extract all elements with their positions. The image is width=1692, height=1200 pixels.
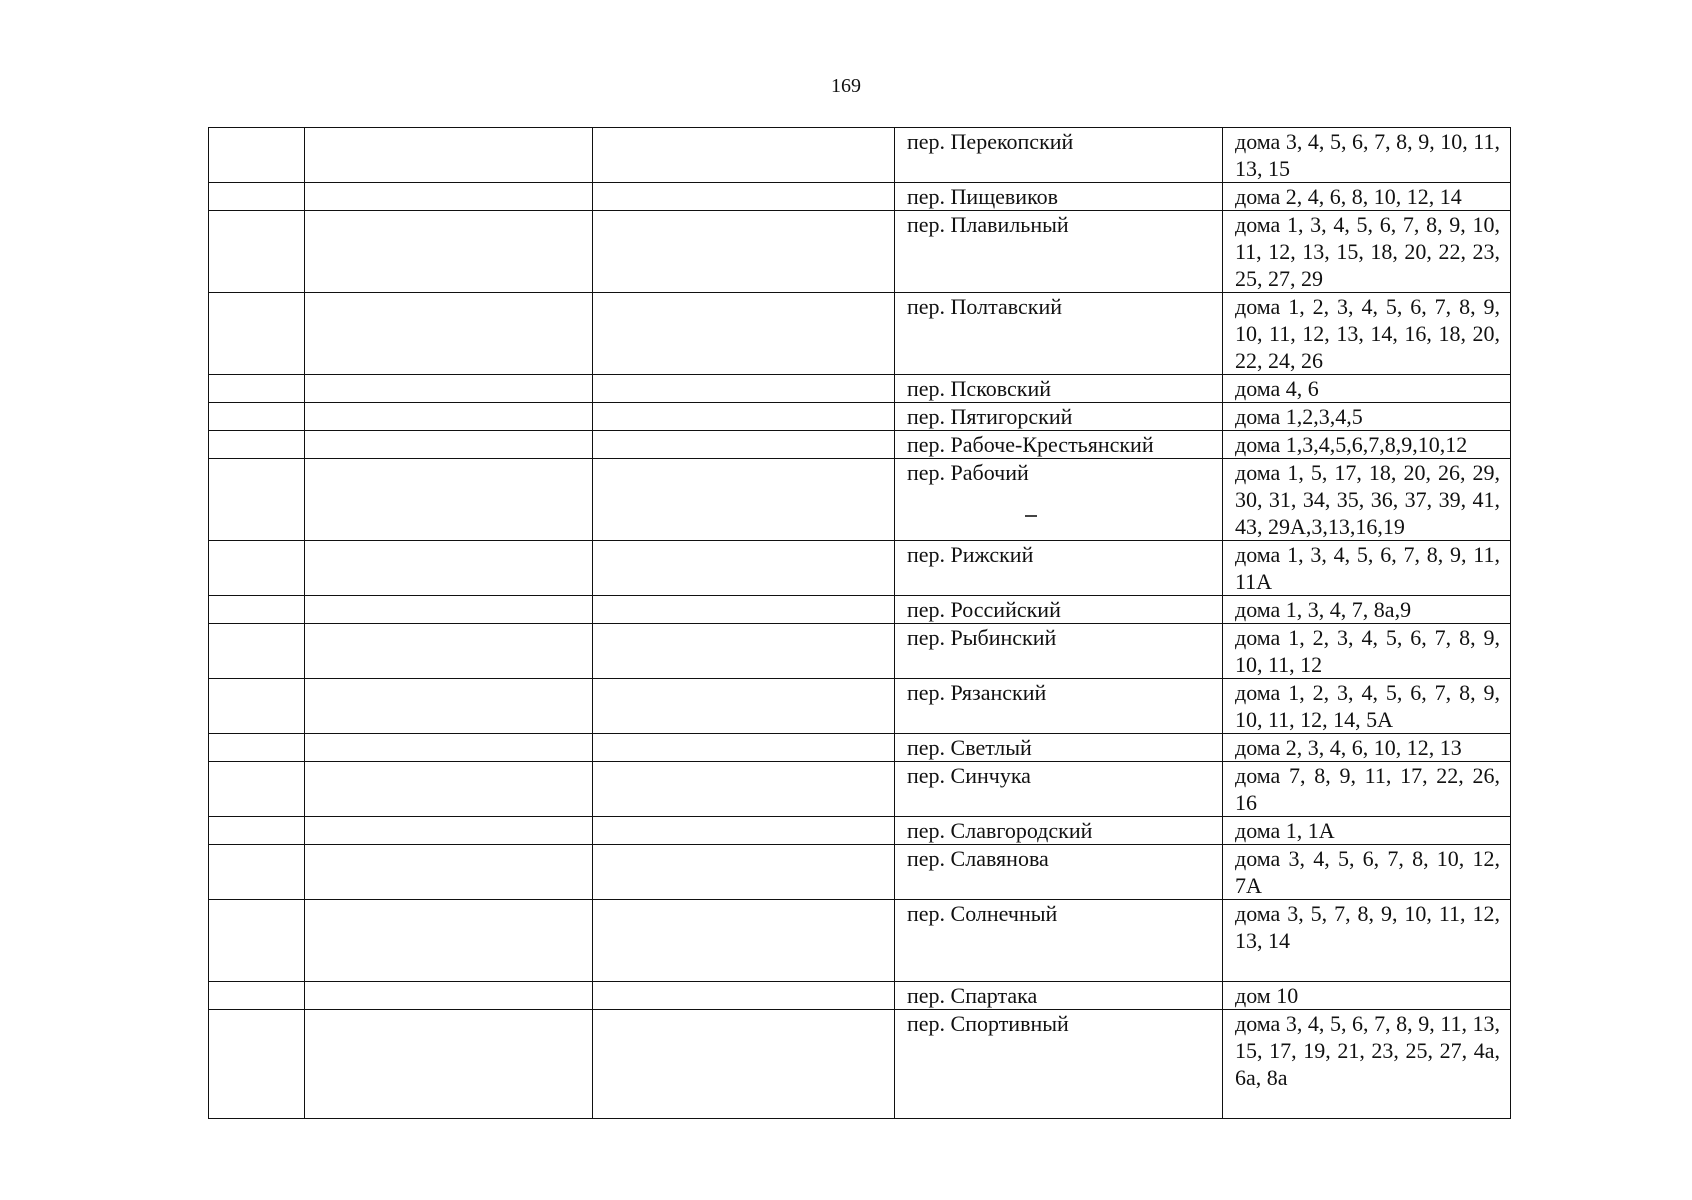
num-cell [209, 900, 305, 982]
houses-cell: дома 1,3,4,5,6,7,8,9,10,12 [1223, 431, 1511, 459]
district-cell [305, 541, 593, 596]
street-cell: пер. Пятигорский [895, 403, 1223, 431]
houses-cell: дома 1, 2, 3, 4, 5, 6, 7, 8, 9, 10, 11, 12, 13, 14, 16, 18, 20, 22, 24, 26 [1223, 293, 1511, 375]
houses-cell: дома 2, 3, 4, 6, 10, 12, 13 [1223, 734, 1511, 762]
table-row [209, 211, 1511, 293]
street-cell: пер. Спартака [895, 982, 1223, 1010]
locality-cell [593, 431, 895, 459]
district-cell [305, 211, 593, 293]
stray-dash-mark [1025, 515, 1037, 517]
locality-cell [593, 293, 895, 375]
num-cell [209, 762, 305, 817]
table-row [209, 762, 1511, 817]
table-row [209, 679, 1511, 734]
locality-cell [593, 459, 895, 541]
table-row [209, 431, 1511, 459]
houses-cell: дома 1, 5, 17, 18, 20, 26, 29, 30, 31, 34, 35, 36, 37, 39, 41, 43, 29А,3,13,16,19 [1223, 459, 1511, 541]
num-cell [209, 624, 305, 679]
houses-cell: дом 10 [1223, 982, 1511, 1010]
street-cell: пер. Российский [895, 596, 1223, 624]
street-cell: пер. Славянова [895, 845, 1223, 900]
street-cell: пер. Солнечный [895, 900, 1223, 982]
num-cell [209, 541, 305, 596]
locality-cell [593, 817, 895, 845]
num-cell [209, 211, 305, 293]
houses-cell: дома 2, 4, 6, 8, 10, 12, 14 [1223, 183, 1511, 211]
district-cell [305, 900, 593, 982]
district-cell [305, 293, 593, 375]
houses-cell: дома 1, 2, 3, 4, 5, 6, 7, 8, 9, 10, 11, 12 [1223, 624, 1511, 679]
houses-cell: дома 1, 3, 4, 5, 6, 7, 8, 9, 11, 11А [1223, 541, 1511, 596]
street-cell: пер. Плавильный [895, 211, 1223, 293]
district-cell [305, 845, 593, 900]
houses-cell: дома 3, 5, 7, 8, 9, 10, 11, 12, 13, 14 [1223, 900, 1511, 982]
district-cell [305, 982, 593, 1010]
street-cell: пер. Славгородский [895, 817, 1223, 845]
num-cell [209, 734, 305, 762]
num-cell [209, 128, 305, 183]
num-cell [209, 679, 305, 734]
table-row [209, 183, 1511, 211]
houses-cell: дома 4, 6 [1223, 375, 1511, 403]
page-number: 169 [831, 75, 861, 97]
locality-cell [593, 982, 895, 1010]
num-cell [209, 431, 305, 459]
houses-cell: дома 3, 4, 5, 6, 7, 8, 10, 12, 7А [1223, 845, 1511, 900]
num-cell [209, 845, 305, 900]
table-row [209, 817, 1511, 845]
num-cell [209, 459, 305, 541]
num-cell [209, 375, 305, 403]
street-cell: пер. Псковский [895, 375, 1223, 403]
district-cell [305, 762, 593, 817]
num-cell [209, 1010, 305, 1119]
district-cell [305, 624, 593, 679]
street-cell: пер. Рабоче-Крестьянский [895, 431, 1223, 459]
street-cell: пер. Рыбинский [895, 624, 1223, 679]
table-row [209, 624, 1511, 679]
district-cell [305, 128, 593, 183]
locality-cell [593, 128, 895, 183]
locality-cell [593, 183, 895, 211]
table-row [209, 845, 1511, 900]
locality-cell [593, 734, 895, 762]
locality-cell [593, 624, 895, 679]
num-cell [209, 403, 305, 431]
table-row [209, 293, 1511, 375]
houses-cell: дома 3, 4, 5, 6, 7, 8, 9, 11, 13, 15, 17, 19, 21, 23, 25, 27, 4а, 6а, 8а [1223, 1010, 1511, 1119]
street-cell: пер. Светлый [895, 734, 1223, 762]
locality-cell [593, 211, 895, 293]
locality-cell [593, 1010, 895, 1119]
address-table [208, 127, 1511, 1119]
district-cell [305, 596, 593, 624]
street-cell: пер. Синчука [895, 762, 1223, 817]
district-cell [305, 183, 593, 211]
table-row [209, 128, 1511, 183]
locality-cell [593, 679, 895, 734]
locality-cell [593, 375, 895, 403]
district-cell [305, 734, 593, 762]
locality-cell [593, 900, 895, 982]
table-row [209, 982, 1511, 1010]
district-cell [305, 459, 593, 541]
street-cell: пер. Полтавский [895, 293, 1223, 375]
num-cell [209, 293, 305, 375]
num-cell [209, 817, 305, 845]
locality-cell [593, 596, 895, 624]
locality-cell [593, 403, 895, 431]
table-row [209, 375, 1511, 403]
street-cell: пер. Рязанский [895, 679, 1223, 734]
district-cell [305, 1010, 593, 1119]
houses-cell: дома 1, 3, 4, 7, 8а,9 [1223, 596, 1511, 624]
table-row [209, 734, 1511, 762]
houses-cell: дома 1, 1А [1223, 817, 1511, 845]
table-row [209, 900, 1511, 982]
district-cell [305, 403, 593, 431]
address-table-body [209, 128, 1511, 1119]
locality-cell [593, 762, 895, 817]
street-cell: пер. Рижский [895, 541, 1223, 596]
table-row [209, 403, 1511, 431]
houses-cell: дома 7, 8, 9, 11, 17, 22, 26, 16 [1223, 762, 1511, 817]
num-cell [209, 183, 305, 211]
houses-cell: дома 1, 2, 3, 4, 5, 6, 7, 8, 9, 10, 11, 12, 14, 5А [1223, 679, 1511, 734]
district-cell [305, 817, 593, 845]
houses-cell: дома 1, 3, 4, 5, 6, 7, 8, 9, 10, 11, 12, 13, 15, 18, 20, 22, 23, 25, 27, 29 [1223, 211, 1511, 293]
num-cell [209, 596, 305, 624]
table-row [209, 541, 1511, 596]
num-cell [209, 982, 305, 1010]
table-row [209, 1010, 1511, 1119]
district-cell [305, 375, 593, 403]
district-cell [305, 431, 593, 459]
table-row [209, 459, 1511, 541]
table-row [209, 596, 1511, 624]
houses-cell: дома 3, 4, 5, 6, 7, 8, 9, 10, 11, 13, 15 [1223, 128, 1511, 183]
locality-cell [593, 541, 895, 596]
district-cell [305, 679, 593, 734]
street-cell: пер. Рабочий [895, 459, 1223, 541]
houses-cell: дома 1,2,3,4,5 [1223, 403, 1511, 431]
street-cell: пер. Спортивный [895, 1010, 1223, 1119]
street-cell: пер. Пищевиков [895, 183, 1223, 211]
street-cell: пер. Перекопский [895, 128, 1223, 183]
locality-cell [593, 845, 895, 900]
